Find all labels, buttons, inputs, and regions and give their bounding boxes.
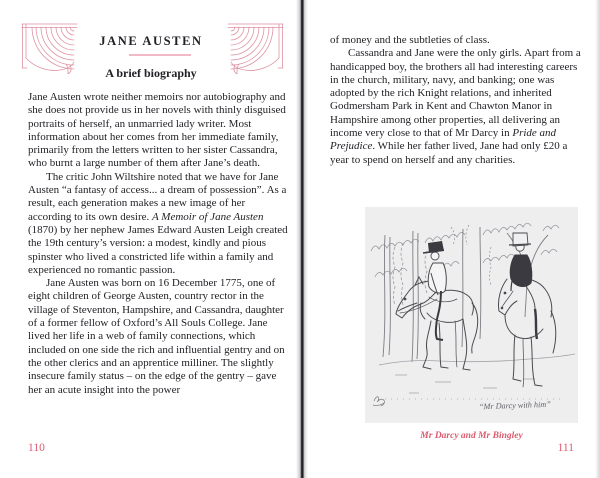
italic-text-run: Pride and Prejudice	[330, 127, 557, 153]
chapter-title: JANE AUSTEN	[99, 34, 203, 48]
illustration-inscription: “Mr Darcy with him”	[478, 399, 551, 412]
body-text-left	[28, 91, 290, 397]
paragraph	[28, 171, 290, 277]
illustration	[365, 207, 578, 423]
text-run: Jane Austen was born on 16 December 1775, one of eight children of George Austen, country rector in the village of Steventon, Hampshire, and Cassandra, daughter of a former fellow of Oxford’s All Souls College. Jane lived her life in a web of family connections, which included on one side the rich and influential gentry and on the other clerics and an apprentice milliner. The slightly insecure family status – on the edge of the gentry – gave her an acute insight into the power	[28, 277, 285, 396]
chapter-subtitle: A brief biography	[105, 66, 197, 80]
paragraph	[330, 47, 588, 167]
paragraph	[330, 34, 588, 47]
text-run: The critic John Wiltshire noted that we have for Jane Austen “a fantasy of access... a dream of possession”. As a result, each generation makes a new image of her according to its own desire.	[28, 170, 287, 223]
text-run: Cassandra and Jane were the only girls. Apart from a handicapped boy, the brothers all had interesting careers in the church, military, navy, and banking; one was adopted by the rich Knight relations, and inherited Godmersham Park in Kent and Chawton Manor in Hampshire among other properties, all delivering an income very close to that of Mr Darcy in	[330, 47, 581, 140]
page-number-right: 111	[557, 442, 574, 454]
text-run: of money and the subtleties of class.	[330, 34, 490, 46]
right-rider-dark-jacket	[510, 255, 532, 286]
page-right	[303, 0, 600, 478]
text-run: (1870) by her nephew James Edward Austen Leigh created the 19th century’s version: a modest, kindly and pious spinster who lived a constricted life within a family and experienced no romantic passion.	[28, 223, 288, 276]
body-text-right	[330, 34, 588, 167]
paragraph	[28, 277, 290, 397]
text-run: . While her father lived, Jane had only £20 a year to spend on herself and any charities.	[330, 140, 568, 166]
paragraph	[28, 91, 290, 171]
right-rider-boot	[535, 309, 537, 339]
text-run: Jane Austen wrote neither memoirs nor autobiography and she does not provide us in her novels with thinly disguised portraits of herself, an unmarried lady writer. Most information about her comes from her immediate family, primarily from the letters written to her sister Cassandra, who burnt a large number of them after Jane’s death.	[28, 91, 286, 170]
italic-text-run: A Memoir of Jane Austen	[152, 210, 264, 223]
illustration-caption: Mr Darcy and Mr Bingley	[420, 431, 523, 441]
title-rule	[129, 54, 191, 56]
page-edge-shadow	[595, 0, 600, 478]
page-number-left: 110	[28, 442, 45, 454]
